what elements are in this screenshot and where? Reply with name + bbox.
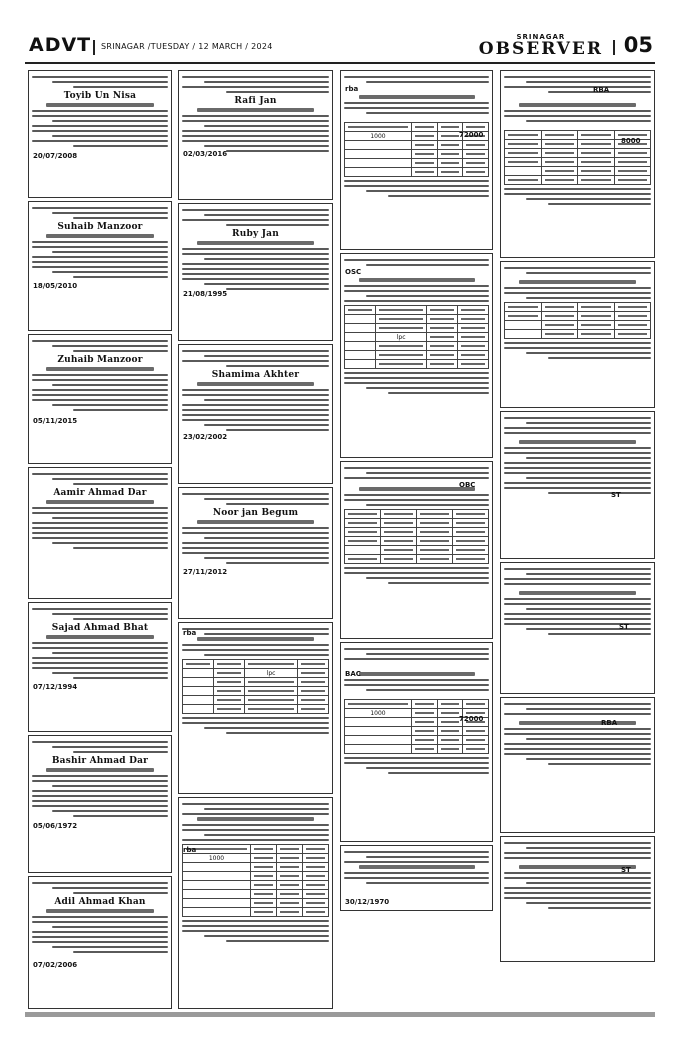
notice-shamima <box>178 344 333 484</box>
notice-name: Toyib Un Nisa <box>63 91 137 101</box>
notice-name: Bashir Ahmad Dar <box>51 756 149 766</box>
notice-table-c3a <box>340 70 493 250</box>
masthead <box>25 30 655 64</box>
notice-date: 02/03/2016 <box>183 150 228 158</box>
notice-date: 21/08/1995 <box>183 290 228 298</box>
member-table <box>344 305 489 369</box>
notice-name: Suhaib Manzoor <box>57 222 143 232</box>
notice-tag: rba <box>183 629 197 637</box>
notice-name: Aamir Ahmad Dar <box>53 488 147 498</box>
dateline: SRINAGAR /TUESDAY / 12 MARCH / 2024 <box>101 42 273 51</box>
notice-tag: ST <box>619 623 629 631</box>
notice-tag: ST <box>621 866 631 874</box>
notice-c4d <box>500 562 655 694</box>
notice-aamir <box>28 467 172 599</box>
notice-rafi <box>178 70 333 200</box>
notice-date: 30/12/1970 <box>345 898 390 906</box>
table-cell: lpc <box>245 669 297 678</box>
member-table <box>182 659 329 714</box>
notice-tag: ST <box>611 491 621 499</box>
notice-date: 07/12/1994 <box>33 683 78 691</box>
table-cell: 1000 <box>345 132 412 141</box>
table-cell: 1000 <box>183 854 251 863</box>
brand-name: OBSERVER <box>478 39 603 59</box>
notice-c4e <box>500 697 655 833</box>
notice-tag: OBC <box>459 481 476 489</box>
notice-name: Zuhaib Manzoor <box>57 355 143 365</box>
brand-logo <box>479 33 603 58</box>
notice-c4c <box>500 411 655 559</box>
notice-c4f <box>500 836 655 962</box>
notice-amount: 8000 <box>621 137 641 145</box>
notice-table-c3d <box>340 642 493 842</box>
brand-subtitle: SRINAGAR <box>516 33 566 41</box>
notice-tag: OSC <box>345 268 362 276</box>
notice-table-c4a <box>500 70 655 258</box>
masthead-divider <box>613 40 615 55</box>
notice-table-c3c <box>340 461 493 639</box>
notice-sajad <box>28 602 172 732</box>
member-table <box>504 302 651 339</box>
notice-noorjan <box>178 487 333 619</box>
notice-table-c2b <box>178 797 333 1009</box>
notice-adil <box>28 876 172 1009</box>
notice-date: 18/05/2010 <box>33 282 78 290</box>
notice-zuhaib <box>28 334 172 464</box>
notice-suhaib <box>28 201 172 331</box>
notice-date: 20/07/2008 <box>33 152 78 160</box>
notice-tag: RBA <box>601 719 618 727</box>
table-cell: 1000 <box>345 709 412 718</box>
notice-date: 27/11/2012 <box>183 568 228 576</box>
notice-name: Noor jan Begum <box>212 508 299 518</box>
notice-amount: 72000 <box>459 131 484 139</box>
notice-name: Ruby Jan <box>232 229 279 239</box>
table-cell: lpc <box>375 333 427 342</box>
notice-date: 05/06/1972 <box>33 822 78 830</box>
notice-bashir <box>28 735 172 873</box>
notice-name: Sajad Ahmad Bhat <box>51 623 149 633</box>
member-table <box>344 509 489 564</box>
section-label: ADVT <box>29 34 92 56</box>
notice-name: Rafi Jan <box>234 96 277 106</box>
notice-table-c4b <box>500 261 655 408</box>
notice-date: 07/02/2006 <box>33 961 78 969</box>
notice-tag: rba <box>345 85 359 93</box>
notice-table-c3b <box>340 253 493 458</box>
notice-name: Shamima Akhter <box>211 370 300 380</box>
notice-tag: rba <box>183 846 197 854</box>
notice-tag: BAC <box>345 670 361 678</box>
notice-toyib <box>28 70 172 198</box>
masthead-divider <box>93 40 95 55</box>
member-table <box>344 699 489 754</box>
notice-amount: 72000 <box>459 715 484 723</box>
notice-tag: RBA <box>593 86 610 94</box>
notice-c3e <box>340 845 493 911</box>
notice-ruby <box>178 203 333 341</box>
notice-name: Adil Ahmad Khan <box>54 897 146 907</box>
notice-date: 05/11/2015 <box>33 417 78 425</box>
page-number: 05 <box>623 33 653 57</box>
member-table <box>182 844 329 917</box>
notice-date: 23/02/2002 <box>183 433 228 441</box>
notice-table-c2a <box>178 622 333 794</box>
footer-rule <box>25 1012 655 1017</box>
